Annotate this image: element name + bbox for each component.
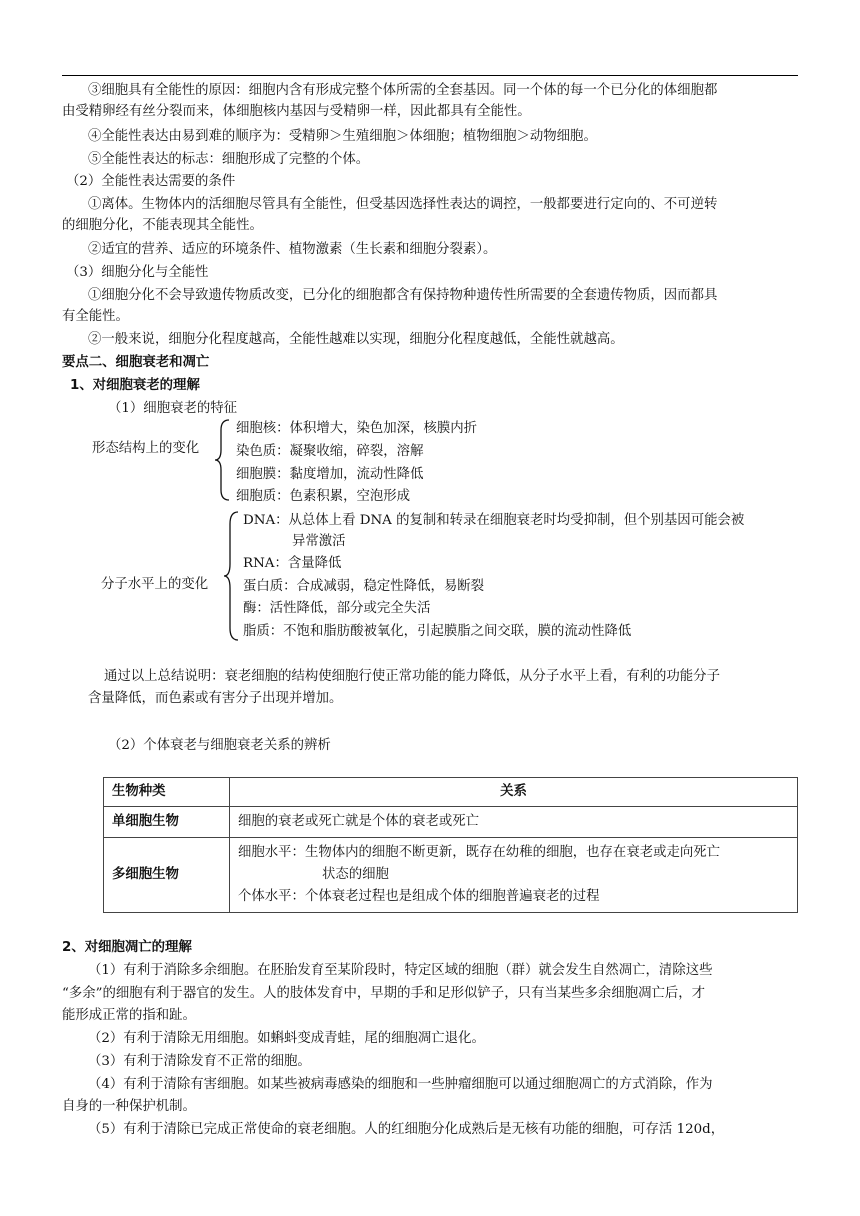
conditions-p1b: 的细胞分化，不能表现其全能性。 [62, 218, 263, 233]
paragraph-3b: 由受精卵经有丝分裂而来，体细胞核内基因与受精卵一样，因此都具有全能性。 [62, 104, 531, 119]
table-cell-type: 多细胞生物 [104, 838, 230, 913]
mol-brace [222, 510, 240, 642]
conditions-p1a: ①离体。生物体内的活细胞尽管具有全能性，但受基因选择性表达的调控，一般都要进行定向的、不可逆转 [88, 197, 718, 212]
paragraph-5: ⑤全能性表达的标志：细胞形成了完整的个体。 [88, 152, 370, 167]
differentiation-heading: （3）细胞分化与全能性 [66, 265, 209, 280]
relation-cell-line: 个体水平：个体衰老过程也是组成个体的细胞普遍衰老的过程 [238, 889, 600, 904]
table-cell-relation [230, 838, 798, 913]
apoptosis-p5: （5）有利于清除已完成正常使命的衰老细胞。人的红细胞分化成熟后是无核有功能的细胞，可存活 120d， [88, 1122, 725, 1137]
table-row [104, 838, 798, 913]
mol-item: 脂质：不饱和脂肪酸被氧化，引起膜脂之间交联，膜的流动性降低 [243, 624, 632, 639]
apoptosis-p4b: 自身的一种保护机制。 [62, 1099, 196, 1114]
relation-table [103, 777, 798, 913]
header-rule [62, 75, 798, 76]
apoptosis-p3: （3）有利于清除发育不正常的细胞。 [88, 1054, 311, 1069]
summary-a: 通过以上总结说明：衰老细胞的结构使细胞行使正常功能的能力降低，从分子水平上看，有利的功能分子 [104, 669, 720, 684]
table-header-row [104, 778, 798, 807]
relation-cell-line: 状态的细胞 [322, 867, 389, 882]
relation-cell-line: 细胞水平：生物体内的细胞不断更新，既存在幼稚的细胞，也存在衰老或走向死亡 [238, 845, 721, 860]
morph-item: 细胞膜：黏度增加，流动性降低 [236, 467, 424, 482]
table-header-type: 生物种类 [104, 778, 230, 807]
apoptosis-p1c: 能形成正常的指和趾。 [62, 1008, 196, 1023]
paragraph-4: ④全能性表达由易到难的顺序为：受精卵＞生殖细胞＞体细胞；植物细胞＞动物细胞。 [88, 129, 597, 144]
relation-heading: （2）个体衰老与细胞衰老关系的辨析 [108, 738, 331, 753]
table-cell-relation: 细胞的衰老或死亡就是个体的衰老或死亡 [230, 807, 798, 838]
summary-b: 含量降低，而色素或有害分子出现并增加。 [88, 691, 343, 706]
mol-item: RNA：含量降低 [243, 556, 342, 571]
table-row [104, 807, 798, 838]
apoptosis-p1a: （1）有利于消除多余细胞。在胚胎发育至某阶段时，特定区域的细胞（群）就会发生自然凋亡，清除这些 [88, 963, 713, 978]
morph-item: 细胞质：色素积累，空泡形成 [236, 489, 411, 504]
mol-dna-line-cont: 异常激活 [292, 534, 346, 549]
morph-brace [213, 418, 231, 502]
section2-sub1: 1、对细胞衰老的理解 [70, 378, 200, 393]
differentiation-p1b: 有全能性。 [62, 309, 129, 324]
differentiation-p2: ②一般来说，细胞分化程度越高，全能性越难以实现，细胞分化程度越低，全能性就越高。 [88, 332, 624, 347]
apoptosis-p2: （2）有利于清除无用细胞。如蝌蚪变成青蛙，尾的细胞凋亡退化。 [88, 1031, 485, 1046]
paragraph-3a: ③细胞具有全能性的原因：细胞内含有形成完整个体所需的全套基因。同一个体的每一个已分化的体细胞都 [88, 83, 718, 98]
mol-dna-line: DNA：从总体上看 DNA 的复制和转录在细胞衰老时均受抑制，但个别基因可能会被 [243, 513, 745, 528]
mol-label: 分子水平上的变化 [101, 577, 209, 592]
conditions-p2: ②适宜的营养、适应的环境条件、植物激素（生长素和细胞分裂素）。 [88, 242, 497, 257]
table-header-relation: 关系 [230, 778, 798, 807]
apoptosis-p1b: “多余”的细胞有利于器官的发生。人的肢体发育中，早期的手和足形似铲子，只有当某些多余细胞凋亡后，才 [62, 986, 706, 1001]
differentiation-p1a: ①细胞分化不会导致遗传物质改变，已分化的细胞都含有保持物种遗传性所需要的全套遗传物质，因而都具 [88, 288, 718, 303]
morph-label: 形态结构上的变化 [92, 441, 200, 456]
apoptosis-p4a: （4）有利于清除有害细胞。如某些被病毒感染的细胞和一些肿瘤细胞可以通过细胞凋亡的方式消除，作为 [88, 1077, 713, 1092]
morph-item: 染色质：凝聚收缩，碎裂，溶解 [236, 444, 424, 459]
morph-item: 细胞核：体积增大，染色加深，核膜内折 [236, 421, 478, 436]
mol-item: 酶：活性降低，部分或完全失活 [243, 601, 431, 616]
section2-title: 要点二、细胞衰老和凋亡 [62, 355, 210, 370]
conditions-heading: （2）全能性表达需要的条件 [66, 174, 236, 189]
mol-item: 蛋白质：合成减弱，稳定性降低，易断裂 [243, 579, 485, 594]
features-heading: （1）细胞衰老的特征 [108, 401, 238, 416]
table-cell-type: 单细胞生物 [104, 807, 230, 838]
section2-sub2: 2、对细胞凋亡的理解 [62, 940, 192, 955]
